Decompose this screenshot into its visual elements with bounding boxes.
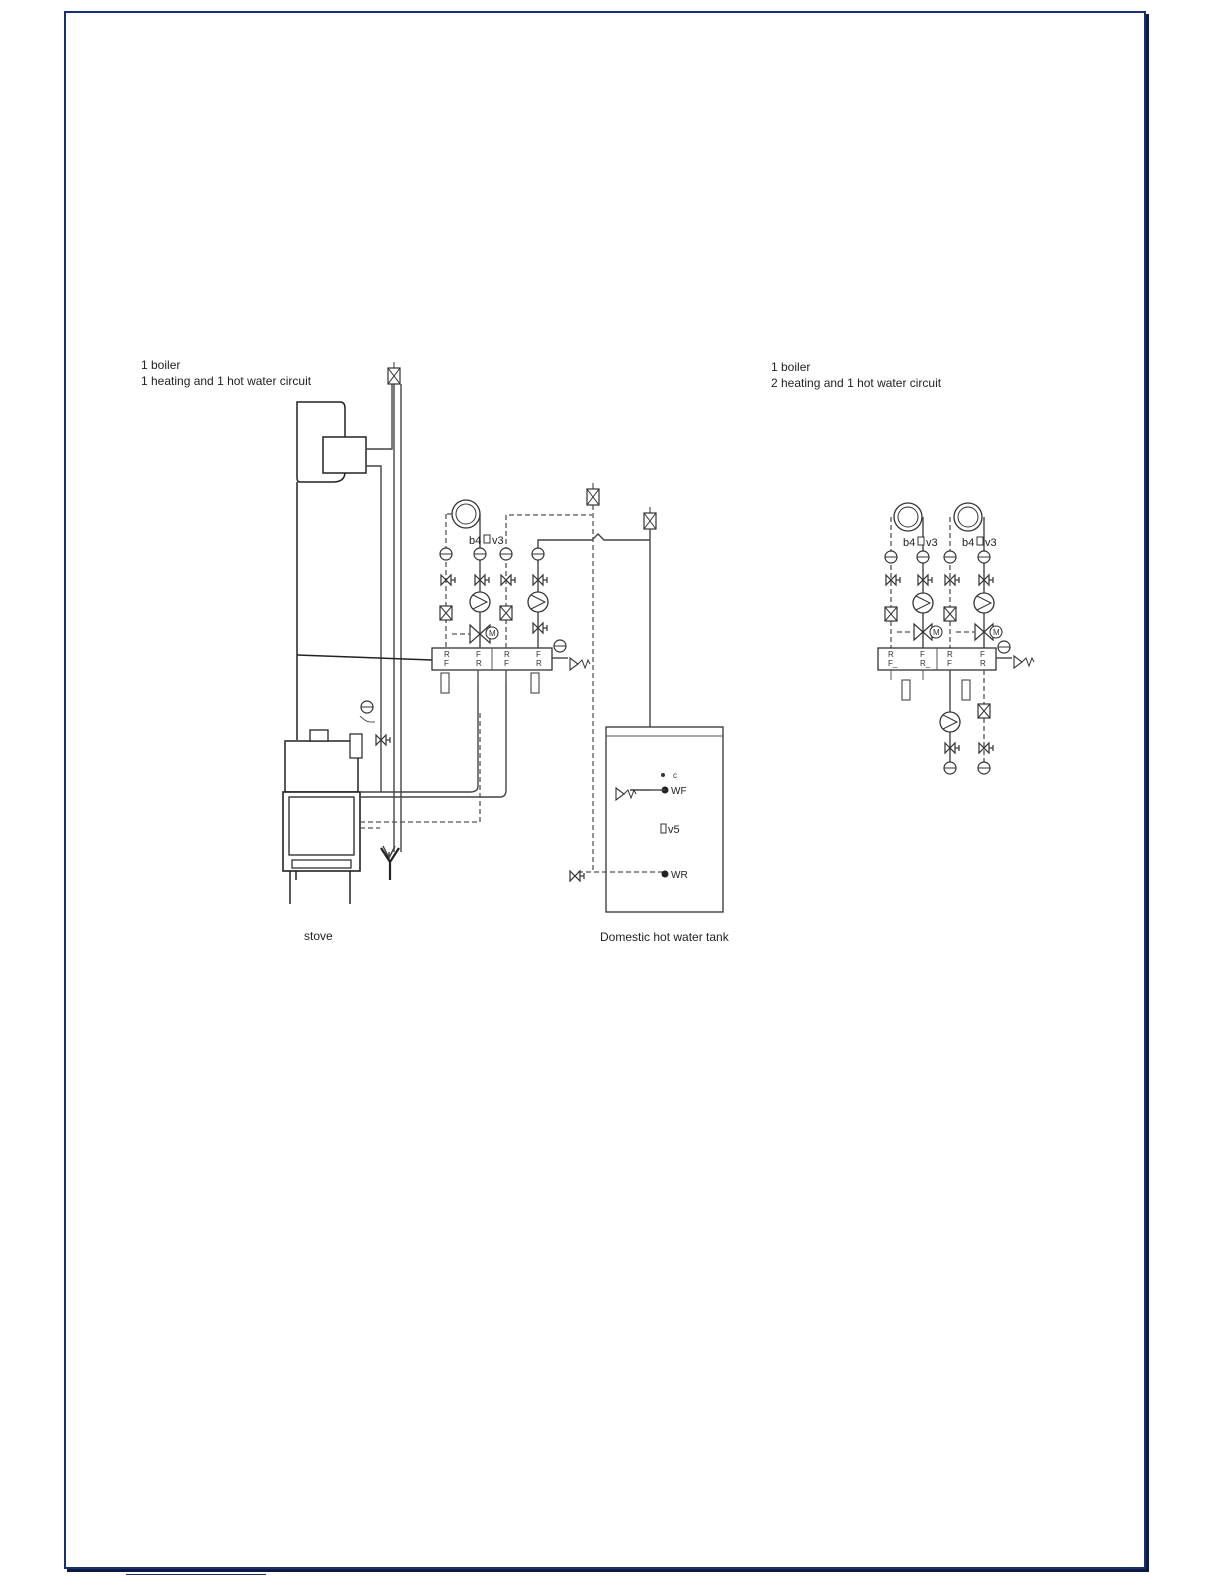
manifold-port-label: R	[444, 650, 450, 659]
manifold-port-label: R_	[920, 659, 931, 668]
thermometer-icon	[944, 551, 956, 563]
pressure-gauge-icon	[361, 701, 373, 713]
tank-c-label: c	[673, 771, 677, 780]
manifold-port-label: R	[888, 650, 894, 659]
circulation-pump-icon	[913, 593, 933, 613]
manifold-port-label: F	[476, 650, 481, 659]
motor-label: M	[993, 628, 1000, 637]
check-valve-icon	[885, 607, 897, 621]
manifold-port-label: R	[980, 659, 986, 668]
air-vent-icon	[587, 483, 599, 505]
thermometer-icon	[500, 548, 512, 560]
thermometer-icon	[978, 762, 990, 774]
left-title-line1: 1 boiler	[141, 358, 181, 372]
manifold-port-label: R	[536, 659, 542, 668]
ball-valve-icon	[475, 575, 489, 585]
thermometer-icon	[440, 548, 452, 560]
heating-coil-icon	[894, 503, 922, 531]
ball-valve-icon	[945, 743, 959, 753]
manifold-port-label: F	[536, 650, 541, 659]
thermometer-icon	[474, 548, 486, 560]
manifold-port-label: R	[947, 650, 953, 659]
manifold-port-label: F	[920, 650, 925, 659]
check-valve-icon	[978, 704, 990, 718]
manifold-gauge-icon	[998, 641, 1010, 653]
ball-valve-icon	[918, 575, 932, 585]
motor-label: M	[933, 628, 940, 637]
motor-label: M	[489, 629, 496, 638]
thermometer-icon	[885, 551, 897, 563]
air-vent-icon	[388, 362, 400, 384]
b4-label: b4	[962, 537, 975, 549]
manifold-port-label: F	[947, 659, 952, 668]
check-valve-icon	[944, 607, 956, 621]
ball-valve-icon	[945, 575, 959, 585]
tank-v5-label: v5	[668, 824, 680, 836]
circulation-pump-icon	[470, 592, 490, 612]
left-title-line2: 1 heating and 1 hot water circuit	[141, 374, 312, 388]
thermometer-icon	[978, 551, 990, 563]
heating-coil-icon	[452, 500, 480, 528]
air-vent-icon	[644, 507, 656, 529]
check-valve-icon	[500, 606, 512, 620]
ball-valve-icon	[533, 575, 547, 585]
ball-valve-icon	[441, 575, 455, 585]
circulation-pump-icon	[528, 592, 548, 612]
ball-valve-icon	[886, 575, 900, 585]
v3-label: v3	[926, 537, 938, 549]
check-valve-icon	[440, 606, 452, 620]
ball-valve-icon	[501, 575, 515, 585]
right-title-line2: 2 heating and 1 hot water circuit	[771, 376, 942, 390]
stove-manifold-link	[297, 655, 432, 660]
manifold-port-label: F	[444, 659, 449, 668]
hot-water-tank	[606, 727, 723, 912]
b4-label: b4	[903, 537, 916, 549]
safety-valve-icon	[570, 658, 590, 670]
safety-valve-icon	[1014, 656, 1034, 668]
ball-valve-icon	[533, 623, 547, 633]
drain-valve-icon	[376, 735, 390, 745]
v3-label: v3	[492, 535, 504, 547]
thermometer-icon	[917, 551, 929, 563]
tank-wf-label: WF	[671, 786, 687, 797]
manifold-port-label: R	[504, 650, 510, 659]
manifold-port-label: F	[504, 659, 509, 668]
circulation-pump-icon	[940, 712, 960, 732]
manifold-gauge-icon	[554, 640, 566, 652]
heating-coil-icon	[954, 503, 982, 531]
manifold-port-label: R	[476, 659, 482, 668]
expansion-vessel	[323, 437, 366, 473]
thermometer-icon	[944, 762, 956, 774]
ball-valve-icon	[979, 575, 993, 585]
ball-valve-icon	[979, 743, 993, 753]
stove-label: stove	[304, 929, 333, 943]
stove	[283, 730, 362, 904]
right-title-line1: 1 boiler	[771, 360, 811, 374]
v3-label: v3	[985, 537, 997, 549]
tank-wr-label: WR	[671, 870, 688, 881]
thermometer-icon	[532, 548, 544, 560]
tank-label: Domestic hot water tank	[600, 930, 729, 944]
manifold-port-label: F	[980, 650, 985, 659]
manifold-port-label: F_	[888, 659, 898, 668]
circulation-pump-icon	[974, 593, 994, 613]
b4-label: b4	[469, 535, 482, 547]
